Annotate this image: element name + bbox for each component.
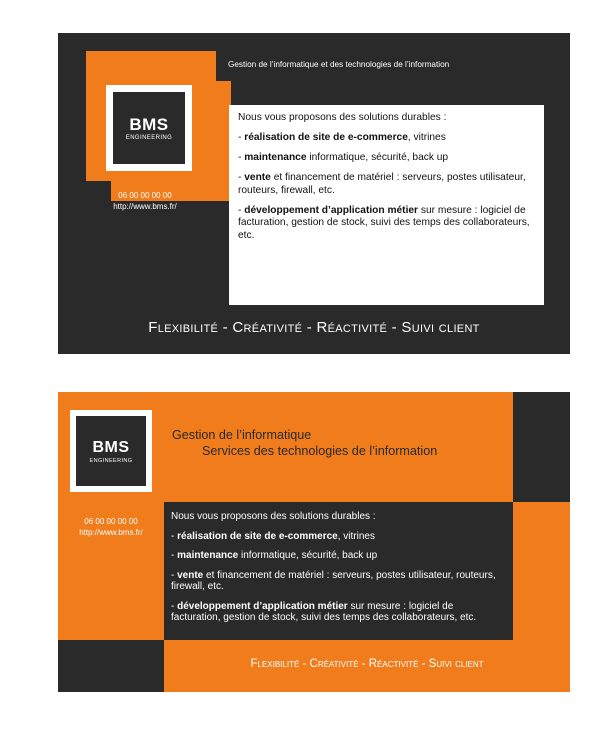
card-header-line-2: Services des technologies de l’information bbox=[202, 444, 438, 458]
logo-main-text: BMS bbox=[92, 438, 130, 456]
service-item: - développement d’application métier sur mesure : logiciel de facturation, gestion de stock, suivi des temps des collaborateurs, etc. bbox=[171, 600, 477, 623]
service-item: - maintenance informatique, sécurité, back up bbox=[171, 550, 378, 561]
website-url: http://www.bms.fr/ bbox=[113, 202, 177, 211]
business-card-orange bbox=[58, 392, 570, 692]
services-intro: Nous vous proposons des solutions durables : bbox=[238, 112, 447, 123]
service-item: - maintenance informatique, sécurité, back up bbox=[238, 152, 449, 163]
services-intro: Nous vous proposons des solutions durables : bbox=[171, 511, 376, 522]
contact-block bbox=[78, 190, 212, 212]
logo-sub-text: ENGINEERING bbox=[125, 134, 173, 141]
card-header-line-1: Gestion de l’informatique bbox=[172, 428, 312, 442]
services-panel bbox=[229, 105, 544, 305]
dark-decor-block bbox=[58, 640, 164, 692]
phone-number: 06 00 00 00 00 bbox=[84, 517, 138, 526]
dark-decor-block bbox=[513, 392, 570, 502]
bms-logo bbox=[76, 416, 146, 486]
business-card-dark bbox=[58, 33, 570, 354]
service-item: - réalisation de site de e-commerce, vitrines bbox=[238, 132, 446, 143]
slogan: Flexibilité - Créativité - Réactivité - Suivi client bbox=[250, 658, 484, 670]
card-header: Gestion de l’informatique et des technologies de l’information bbox=[228, 60, 450, 69]
service-item: - vente et financement de matériel : serveurs, postes utilisateur, routeurs, firewall, etc. bbox=[238, 172, 526, 196]
logo-frame bbox=[106, 85, 192, 171]
contact-block bbox=[58, 516, 164, 538]
slogan: Flexibilité - Créativité - Réactivité - Suivi client bbox=[148, 319, 480, 336]
service-item: - réalisation de site de e-commerce, vitrines bbox=[171, 530, 375, 542]
bms-logo bbox=[113, 92, 185, 164]
logo-sub-text: ENGINEERING bbox=[89, 457, 133, 464]
phone-number: 06 00 00 00 00 bbox=[118, 191, 172, 200]
service-item: - développement d’application métier sur mesure : logiciel de facturation, gestion de stock, suivi des temps des collaborateurs, etc. bbox=[238, 204, 530, 241]
logo-frame bbox=[70, 410, 152, 492]
website-url: http://www.bms.fr/ bbox=[79, 528, 143, 537]
logo-main-text: BMS bbox=[129, 114, 169, 134]
services-panel bbox=[164, 502, 513, 640]
service-item: - vente et financement de matériel : serveurs, postes utilisateur, routeurs, firewall, etc. bbox=[171, 569, 496, 592]
